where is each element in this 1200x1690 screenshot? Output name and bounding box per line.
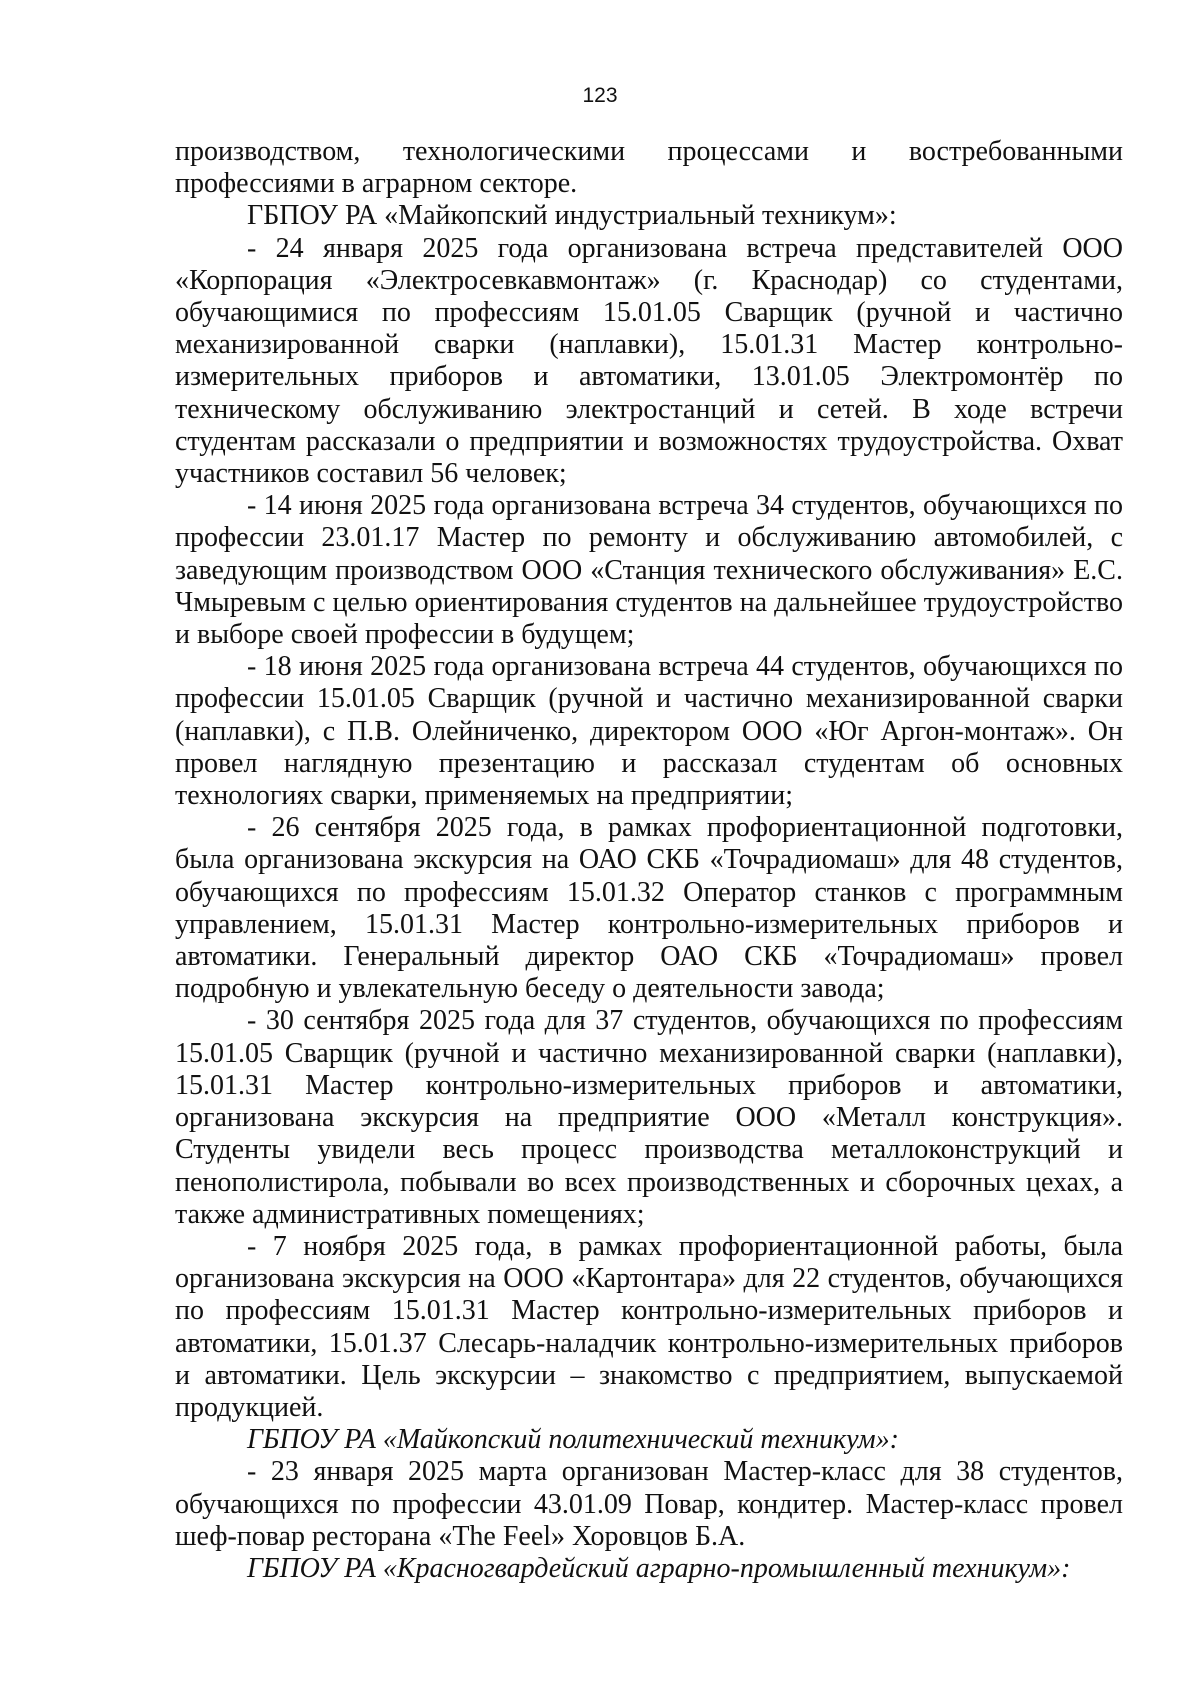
paragraph-item: - 23 января 2025 марта организован Мастер-класс для 38 студентов, обучающихся по профессии 43.01.09 Повар, кондитер. Мастер-класс провел шеф-повар ресторана «The Feel» Хоровцов Б.А. (175, 1456, 1123, 1552)
paragraph-continuation: производством, технологическими процессами и востребованными профессиями в аграрном секторе. (175, 136, 1123, 200)
paragraph-item: - 24 января 2025 года организована встреча представителей ООО «Корпорация «Электросевкавмонтаж» (г. Краснодар) со студентами, обучающимися по профессиям 15.01.05 Сварщик (ручной и частично механизированной сварки (наплавки), 15.01.31 Мастер контрольно-измерительных приборов и автоматики, 13.01.05 Электромонтёр по техническому обслуживанию электростанций и сетей. В ходе встречи студентам рассказали о предприятии и возможностях трудоустройства. Охват участников составил 56 человек; (175, 232, 1123, 490)
paragraph-item: - 26 сентября 2025 года, в рамках профориентационной подготовки, была организована экскурсия на ОАО СКБ «Точрадиомаш» для 48 студентов, обучающихся по профессиям 15.01.32 Оператор станков с программным управлением, 15.01.31 Мастер контрольно-измерительных приборов и автоматики. Генеральный директор ОАО СКБ «Точрадиомаш» провел подробную и увлекательную беседу о деятельности завода; (175, 812, 1123, 1005)
paragraph-item: - 18 июня 2025 года организована встреча 44 студентов, обучающихся по профессии 15.01.05 Сварщик (ручной и частично механизированной сварки (наплавки), с П.В. Олейниченко, директором ООО «Юг Аргон-монтаж». Он провел наглядную презентацию и рассказал студентам об основных технологиях сварки, применяемых на предприятии; (175, 651, 1123, 812)
paragraph-item: - 7 ноября 2025 года, в рамках профориентационной работы, была организована экскурсия на ООО «Картонтара» для 22 студентов, обучающихся по профессиям 15.01.31 Мастер контрольно-измерительных приборов и автоматики, 15.01.37 Слесарь-наладчик контрольно-измерительных приборов и автоматики. Цель экскурсии – знакомство с предприятием, выпускаемой продукцией. (175, 1230, 1123, 1423)
org-heading-maikop-industrial: ГБПОУ РА «Майкопский индустриальный техникум»: (247, 200, 897, 232)
document-body (175, 136, 1123, 1585)
page-number: 123 (582, 84, 618, 107)
org-heading-maikop-polytechnic: ГБПОУ РА «Майкопский политехнический техникум»: (247, 1424, 899, 1456)
paragraph-item: - 14 июня 2025 года организована встреча 34 студентов, обучающихся по профессии 23.01.17 Мастер по ремонту и обслуживанию автомобилей, с заведующим производством ООО «Станция технического обслуживания» Е.С. Чмыревым с целью ориентирования студентов на дальнейшее трудоустройство и выборе своей профессии в будущем; (175, 490, 1123, 651)
paragraph-item: - 30 сентября 2025 года для 37 студентов, обучающихся по профессиям 15.01.05 Сварщик (ручной и частично механизированной сварки (наплавки), 15.01.31 Мастер контрольно-измерительных приборов и автоматики, организована экскурсия на предприятие ООО «Металл конструкция». Студенты увидели весь процесс производства металлоконструкций и пенополистирола, побывали во всех производственных и сборочных цехах, а также административных помещениях; (175, 1005, 1123, 1230)
org-heading-krasnogvardeysky: ГБПОУ РА «Красногвардейский аграрно-промышленный техникум»: (247, 1552, 1071, 1584)
